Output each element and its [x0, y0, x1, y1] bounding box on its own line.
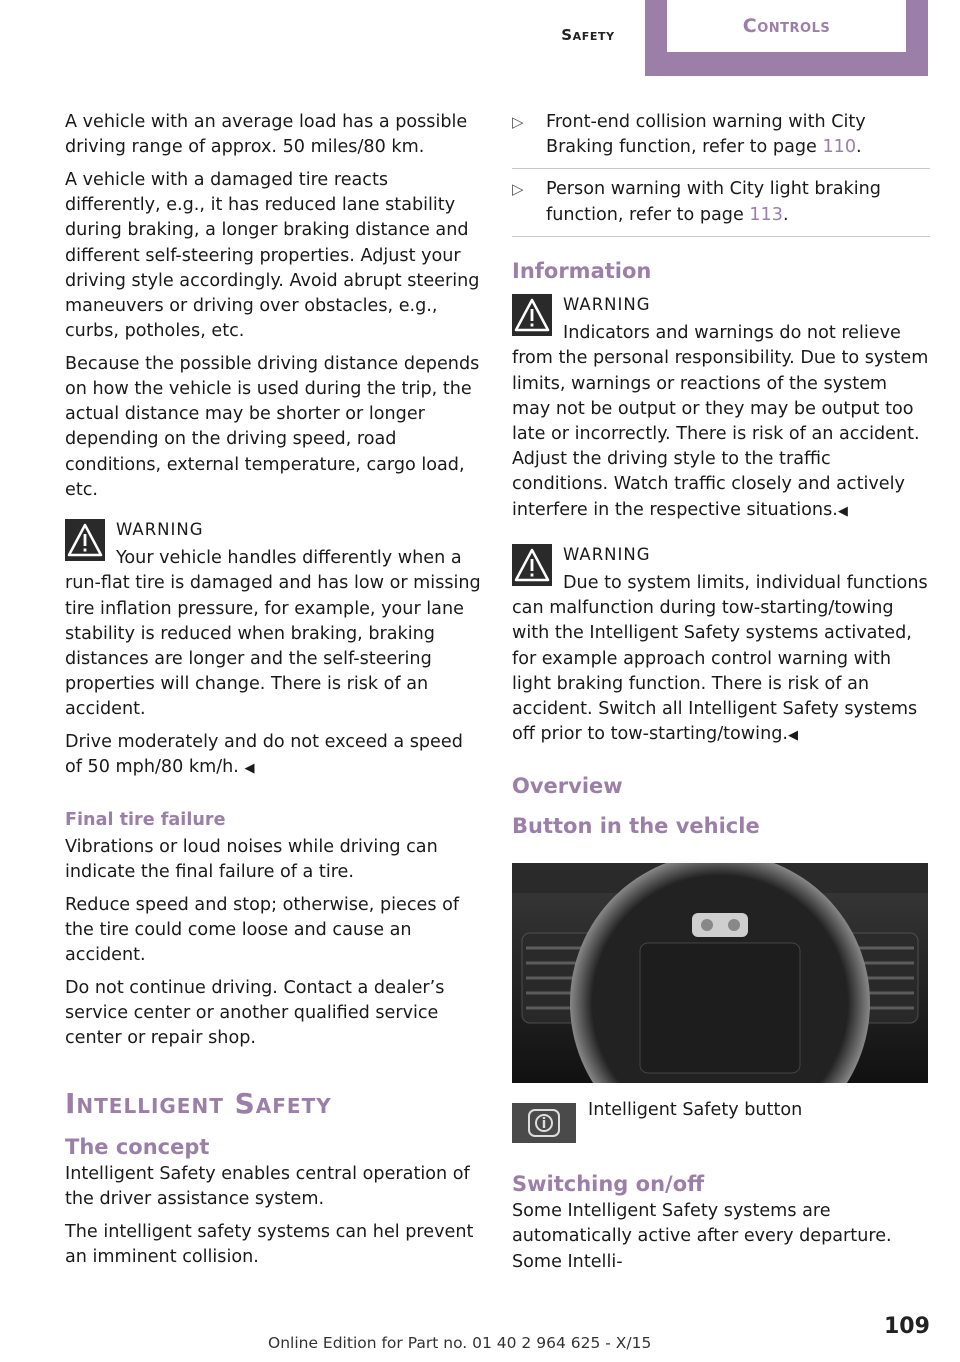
intelligent-safety-button-icon — [512, 1103, 576, 1143]
switching-section — [512, 1172, 930, 1282]
paragraph: A vehicle with a damaged tire reacts differently, e.g., it has reduced lane stability during braking, a longer braking distance and different self-steering properties. Adjust your driving style accordingly. Avoid abrupt steering maneuvers or driving over obstacles, e.g., curbs, potholes, etc. — [65, 169, 480, 342]
page-link[interactable]: 110 — [822, 137, 857, 158]
button-caption: Intelligent Safety button — [588, 1100, 803, 1120]
paragraph: The intelligent safety systems can hel prevent an imminent collision. — [65, 1221, 474, 1267]
section-heading: Button in the vehicle — [512, 813, 760, 838]
paragraph: Reduce speed and stop; otherwise, pieces of the tire could come loose and cause an accident. — [65, 894, 460, 966]
warning-text-body: can malfunction during tow-starting/towing with the Intelligent Safety systems activated, for example approach control warning with light braking function. There is risk of an accident. Switch all Intelligent Safety systems off prior to tow-starting/towing. — [512, 598, 918, 745]
list-item-text: Front-end collision warning with City Braking function, refer to page — [546, 112, 866, 158]
tab-safety: Safety — [561, 26, 615, 44]
warning-text-body: from the personal responsibility. Due to system limits, warnings or reactions of the system may not be output or they may be output too late or incorrectly. There is risk of an accident. Adjust the driving style to the traffic conditions. Watch traffic closely and actively interfere in the respective situations. — [512, 348, 929, 520]
warning-triangle-icon — [65, 519, 105, 561]
warning-title: WARNING — [563, 295, 651, 315]
warning-block — [65, 517, 485, 723]
subheading: Final tire failure — [65, 809, 226, 830]
punctuation: . — [782, 204, 789, 225]
paragraph-text: Drive moderately and do not exceed a speed of 50 mph/80 km/h. — [65, 732, 463, 778]
paragraph: Intelligent Safety enables central operation of the driver assistance system. — [65, 1163, 470, 1210]
warning-text: Due to system limits, individual functions — [563, 573, 928, 594]
section-heading: Switching on/off — [512, 1172, 705, 1196]
paragraph: Vibrations or loud noises while driving can indicate the final failure of a tire. — [65, 836, 438, 882]
section-heading: The concept — [65, 1134, 210, 1159]
end-mark-icon: ◀ — [837, 503, 848, 519]
list-item — [512, 177, 930, 236]
dashboard-photo — [512, 863, 928, 1083]
section-heading: Information — [512, 258, 652, 283]
warning-text: Your vehicle handles differently when a — [116, 548, 462, 569]
chapter-title: Intelligent Safety — [65, 1087, 332, 1121]
warning-text: Indicators and warnings do not relieve — [563, 323, 901, 344]
tab-controls-label: Controls — [667, 0, 906, 52]
paragraph: Do not continue driving. Contact a dealer’s service center or another qualified service center or repair shop. — [65, 977, 445, 1049]
warning-triangle-icon — [512, 294, 552, 336]
footer-edition: Online Edition for Part no. 01 40 2 964 625 - X/15 — [268, 1334, 652, 1352]
page-link[interactable]: 113 — [749, 204, 783, 225]
list-item-text: Person warning with City light braking function, refer to page — [546, 179, 881, 225]
warning-title: WARNING — [116, 520, 204, 540]
warning-text: run-flat tire is damaged and has low or missing tire inflation pressure, for example, your lane stability is reduced when braking, braking distances are longer and the self-steering properties will change. There is risk of an accident. — [65, 573, 481, 720]
paragraph: Some Intelligent Safety systems are automatically active after every departure. Some Intelli- — [512, 1201, 892, 1272]
warning-triangle-icon — [512, 544, 552, 586]
bullet-arrow-icon: ▷ — [512, 180, 524, 199]
right-column — [512, 110, 930, 847]
section-heading: Overview — [512, 774, 623, 799]
paragraph — [65, 730, 485, 781]
warning-text — [512, 596, 930, 748]
left-column — [65, 110, 485, 1278]
punctuation: . — [856, 137, 862, 158]
end-mark-icon: ◀ — [244, 761, 255, 777]
warning-block — [512, 292, 930, 524]
bullet-arrow-icon: ▷ — [512, 113, 524, 131]
paragraph: A vehicle with an average load has a possible driving range of approx. 50 miles/80 km. — [65, 112, 468, 158]
end-mark-icon: ◀ — [787, 728, 798, 744]
paragraph: Because the possible driving distance depends on how the vehicle is used during the trip, the actual distance may be shorter or longer depending on the driving speed, road conditions, external temperature, cargo load, etc. — [65, 353, 480, 500]
tab-controls — [645, 0, 928, 76]
warning-text — [512, 346, 930, 523]
page-number: 109 — [884, 1314, 930, 1339]
warning-title: WARNING — [563, 544, 651, 564]
warning-block — [512, 542, 930, 749]
list-item — [512, 110, 930, 169]
